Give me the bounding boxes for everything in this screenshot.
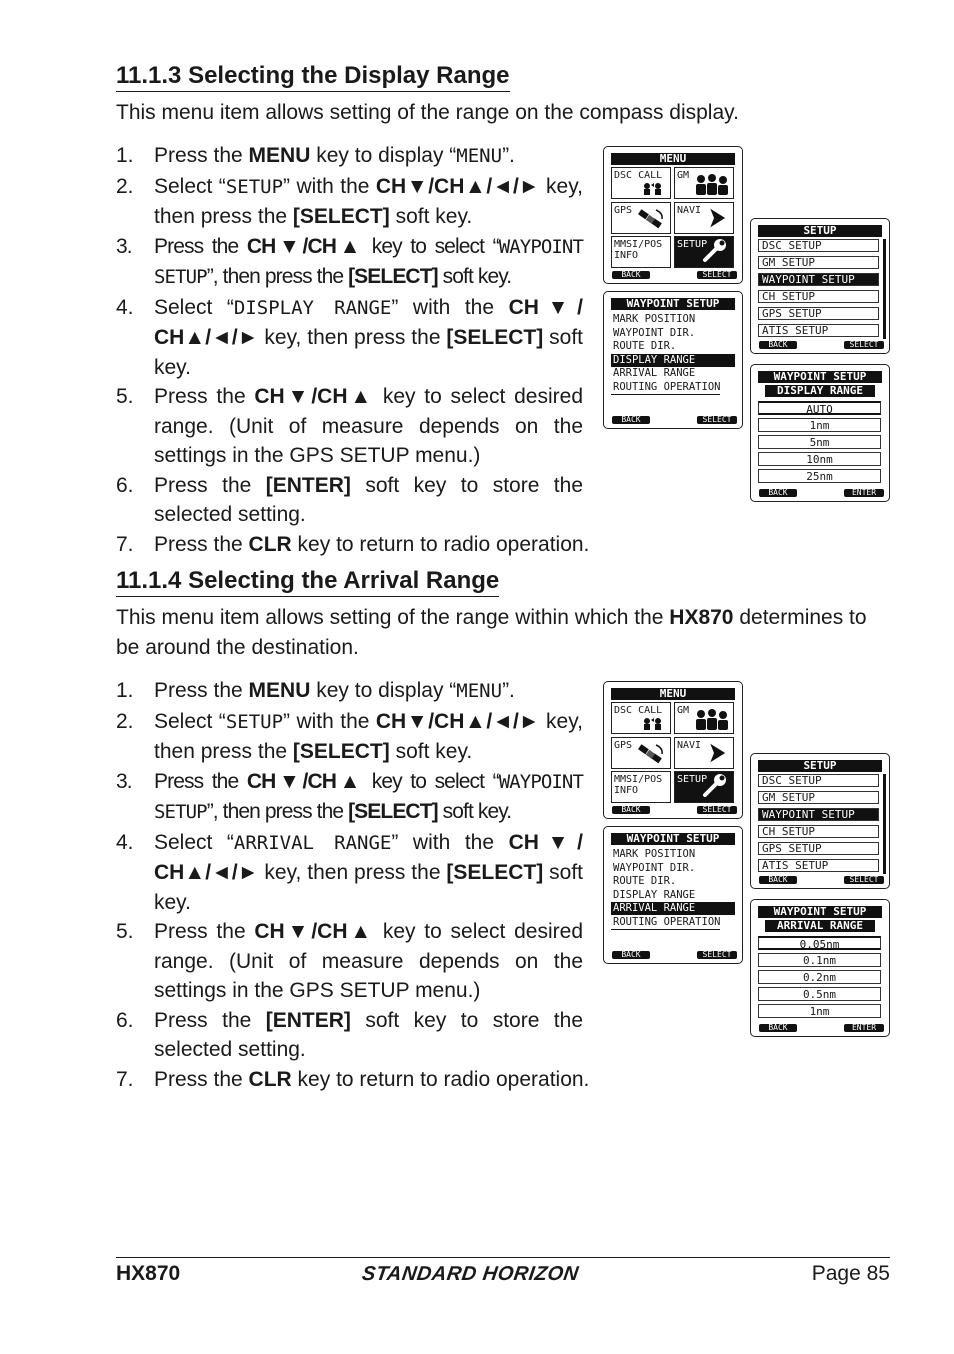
- menu-item-text: SETUP: [225, 710, 284, 733]
- step-number: 5.: [116, 920, 134, 943]
- step-text: ” with the: [283, 709, 376, 733]
- waypoint-item: WAYPOINT DIR.: [613, 326, 696, 339]
- bold-key-text: CH▼/ CH▲/◄/►: [154, 295, 583, 349]
- setup-item: WAYPOINT SETUP: [758, 808, 879, 821]
- waypoint-setup-screen: [603, 291, 743, 429]
- setup-screen-title: SETUP: [758, 225, 882, 237]
- step-number: 4.: [116, 295, 134, 319]
- step-text: soft key to store the selected setting.: [154, 473, 584, 526]
- step-number: 6.: [116, 1008, 134, 1032]
- bold-key-text: [ENTER]: [265, 1008, 351, 1032]
- menu-tile-label: DSC CALL: [614, 170, 663, 181]
- setup-screen: [750, 753, 890, 889]
- bold-key-text: MENU: [248, 144, 311, 167]
- setup-item: DSC SETUP: [758, 774, 879, 787]
- range-screen-title: WAYPOINT SETUP: [758, 906, 882, 918]
- bold-key-text: [SELECT]: [292, 205, 390, 228]
- setup-screen: [750, 218, 890, 354]
- steps-list-display-range: [116, 141, 590, 559]
- step-text: Press the: [154, 1067, 249, 1091]
- select-softkey: SELECT: [697, 806, 737, 814]
- enter-softkey: ENTER: [844, 489, 884, 497]
- waypoint-item: DISPLAY RANGE: [613, 888, 696, 901]
- range-screen-subtitle: DISPLAY RANGE: [765, 385, 875, 397]
- waypoint-item: ARRIVAL RANGE: [613, 367, 696, 379]
- step-item: [116, 172, 583, 232]
- step-text: soft key.: [437, 265, 512, 288]
- menu-item-text: ARRIVAL RANGE: [233, 831, 392, 854]
- bold-key-text: [SELECT]: [446, 326, 544, 349]
- step-number: 3.: [116, 234, 132, 258]
- setup-item: GM SETUP: [758, 256, 879, 269]
- setup-item: CH SETUP: [758, 825, 879, 838]
- menu-tile-label: GPS: [614, 740, 633, 751]
- bold-key-text: CH▼/ CH▲/◄/►: [154, 830, 583, 884]
- step-number: 1.: [116, 144, 134, 167]
- menu-tile-label: MMSI/POS INFO: [614, 774, 663, 796]
- menu-tile-label: MMSI/POS INFO: [614, 239, 663, 261]
- menu-item-text: MENU: [456, 680, 503, 702]
- section-intro-arrival-range: [116, 603, 892, 663]
- step-text: ” with the: [391, 295, 509, 319]
- bold-key-text: [ENTER]: [265, 473, 351, 497]
- setup-item: ATIS SETUP: [758, 859, 879, 872]
- step-text: ”.: [502, 144, 515, 167]
- menu-tile-dsc-call: [611, 167, 671, 199]
- scrollbar: [883, 239, 886, 339]
- step-item: [116, 676, 583, 707]
- bold-key-text: [SELECT]: [446, 861, 544, 884]
- step-text: Press the: [154, 532, 249, 556]
- range-option: 25nm: [758, 469, 881, 483]
- menu-tile-navi: [674, 737, 734, 769]
- menu-item-text: WAYPOINT SETUP: [154, 235, 584, 288]
- waypoint-item: MARK POSITION: [613, 313, 696, 325]
- menu-tile-label: SETUP: [677, 774, 708, 785]
- step-item: [116, 767, 583, 828]
- bold-key-text: MENU: [248, 679, 311, 702]
- range-option: 1nm: [758, 1004, 881, 1018]
- menu-tile-setup: [674, 236, 734, 268]
- select-softkey: SELECT: [697, 271, 737, 279]
- setup-item: GPS SETUP: [758, 842, 879, 855]
- section-intro-display-range: This menu item allows setting of the range on the compass display.: [116, 101, 739, 124]
- waypoint-item: MARK POSITION: [613, 848, 696, 860]
- step-text: Press the: [154, 769, 247, 793]
- bold-key-text: CH▼/CH▲/◄/►: [375, 174, 540, 198]
- menu-item-text: WAYPOINT SETUP: [154, 770, 584, 823]
- select-softkey: SELECT: [697, 951, 737, 959]
- step-text: Press the: [154, 1008, 266, 1032]
- menu-tile-mmsi-pos-info: [611, 771, 671, 803]
- waypoint-screen-title: WAYPOINT SETUP: [611, 298, 735, 310]
- step-number: 5.: [116, 385, 134, 408]
- section-heading-display-range: 11.1.3 Selecting the Display Range: [116, 63, 510, 92]
- step-item: [116, 828, 583, 918]
- range-option: 0.2nm: [758, 970, 881, 984]
- range-option: 0.05nm: [758, 936, 881, 950]
- setup-item: GM SETUP: [758, 791, 879, 804]
- back-softkey: BACK: [612, 416, 650, 424]
- range-option: 0.1nm: [758, 953, 881, 967]
- menu-tile-mmsi-pos-info: [611, 236, 671, 268]
- step-text: This menu item allows setting of the range within which the: [116, 606, 670, 629]
- step-text: Press the: [154, 234, 247, 258]
- waypoint-item: ROUTING OPERATION: [613, 915, 721, 928]
- step-text: soft key.: [437, 800, 512, 823]
- step-number: 4.: [116, 830, 134, 854]
- step-number: 7.: [116, 1067, 134, 1091]
- select-softkey: SELECT: [844, 876, 884, 884]
- select-softkey: SELECT: [697, 416, 737, 424]
- setup-item: CH SETUP: [758, 290, 879, 303]
- step-text: Select “: [154, 830, 234, 854]
- back-softkey: BACK: [759, 876, 797, 884]
- select-softkey: SELECT: [844, 341, 884, 349]
- back-softkey: BACK: [612, 271, 650, 279]
- setup-item: WAYPOINT SETUP: [758, 273, 879, 286]
- setup-item: ATIS SETUP: [758, 324, 879, 337]
- range-screen-subtitle: ARRIVAL RANGE: [765, 920, 875, 932]
- section-heading-arrival-range: 11.1.4 Selecting the Arrival Range: [116, 568, 499, 597]
- menu-tile-label: GPS: [614, 205, 633, 216]
- footer-page-number: Page 85: [811, 1262, 890, 1285]
- step-text: Press the: [154, 920, 255, 943]
- menu-screen: [603, 681, 743, 819]
- step-text: key to select “: [363, 234, 499, 258]
- step-text: ” with the: [391, 830, 509, 854]
- step-text: key, then press the: [258, 861, 447, 884]
- step-item: [116, 530, 754, 560]
- step-text: Select “: [154, 174, 226, 198]
- waypoint-item: ROUTE DIR.: [613, 340, 677, 352]
- waypoint-setup-screen: [603, 826, 743, 964]
- step-text: key to display “: [310, 144, 457, 167]
- menu-tile-label: NAVI: [677, 205, 702, 216]
- step-text: soft key.: [154, 861, 583, 914]
- setup-item: DSC SETUP: [758, 239, 879, 252]
- menu-tile-label: NAVI: [677, 740, 702, 751]
- menu-item-text: SETUP: [225, 175, 284, 198]
- step-text: ”, then press the: [206, 265, 349, 288]
- step-text: key to display “: [310, 679, 457, 702]
- bold-key-text: CLR: [248, 532, 292, 556]
- setup-item: GPS SETUP: [758, 307, 879, 320]
- step-text: key, then press the: [154, 709, 584, 763]
- back-softkey: BACK: [612, 806, 650, 814]
- range-option: 10nm: [758, 452, 881, 466]
- menu-tile-gps: [611, 202, 671, 234]
- bold-key-text: CH▼/CH▲/◄/►: [375, 709, 540, 733]
- menu-screen-title: MENU: [611, 688, 735, 700]
- waypoint-item: ARRIVAL RANGE: [611, 902, 735, 915]
- back-softkey: BACK: [612, 951, 650, 959]
- range-option: 1nm: [758, 418, 881, 432]
- step-item: [116, 917, 583, 1006]
- menu-screen: [603, 146, 743, 284]
- menu-tile-label: DSC CALL: [614, 705, 663, 716]
- step-text: soft key.: [389, 740, 473, 763]
- range-screen-title: WAYPOINT SETUP: [758, 371, 882, 383]
- step-item: [116, 471, 583, 530]
- waypoint-screen-title: WAYPOINT SETUP: [611, 833, 735, 845]
- menu-item-text: DISPLAY RANGE: [233, 296, 392, 319]
- bold-key-text: [SELECT]: [292, 740, 390, 763]
- step-text: Select “: [154, 709, 226, 733]
- step-text: key to select desired range. (Unit of measure depends on the settings in the GPS SETUP menu.): [154, 385, 584, 467]
- footer-divider: [116, 1257, 890, 1258]
- menu-tile-navi: [674, 202, 734, 234]
- step-item: [116, 1065, 754, 1095]
- step-number: 6.: [116, 473, 134, 497]
- step-text: soft key.: [154, 326, 583, 379]
- step-text: determines to be around the destination.: [116, 606, 867, 659]
- step-text: ”, then press the: [206, 800, 349, 823]
- range-screen: [750, 899, 890, 1037]
- scrollbar: [883, 774, 886, 874]
- menu-tile-dsc-call: [611, 702, 671, 734]
- back-softkey: BACK: [759, 489, 797, 497]
- menu-tile-gps: [611, 737, 671, 769]
- step-number: 1.: [116, 679, 134, 702]
- step-number: 7.: [116, 532, 134, 556]
- step-text: key, then press the: [258, 326, 447, 349]
- step-item: [116, 1006, 583, 1065]
- bold-key-text: CH▼/CH▲: [246, 234, 364, 258]
- range-option: 5nm: [758, 435, 881, 449]
- menu-tile-label: GM: [677, 705, 690, 716]
- setup-screen-title: SETUP: [758, 760, 882, 772]
- bold-key-text: CH▼/CH▲: [254, 385, 375, 408]
- menu-screen-title: MENU: [611, 153, 735, 165]
- step-item: [116, 232, 583, 293]
- bold-key-text: [SELECT]: [348, 265, 438, 288]
- step-number: 3.: [116, 769, 132, 793]
- range-screen: [750, 364, 890, 502]
- step-item: [116, 707, 583, 767]
- bold-key-text: CH▼/CH▲: [246, 769, 364, 793]
- step-number: 2.: [116, 174, 134, 198]
- menu-tile-gm: [674, 167, 734, 199]
- waypoint-item: DISPLAY RANGE: [611, 354, 735, 367]
- brand-logo: STANDARD HORIZON: [360, 1263, 581, 1285]
- step-item: [116, 293, 583, 383]
- range-option: 0.5nm: [758, 987, 881, 1001]
- step-item: [116, 382, 583, 471]
- step-text: key to select “: [363, 769, 499, 793]
- step-text: soft key.: [389, 205, 473, 228]
- step-text: Press the: [154, 473, 266, 497]
- waypoint-item: WAYPOINT DIR.: [613, 861, 696, 874]
- footer-model: HX870: [116, 1262, 181, 1285]
- step-text: Press the: [154, 144, 249, 167]
- step-item: [116, 141, 583, 172]
- range-option: AUTO: [758, 401, 881, 415]
- step-text: soft key to store the selected setting.: [154, 1008, 584, 1061]
- menu-tile-gm: [674, 702, 734, 734]
- step-text: key to return to radio operation.: [291, 1067, 590, 1091]
- step-text: key to select desired range. (Unit of measure depends on the settings in the GPS SETUP menu.): [154, 920, 584, 1002]
- menu-tile-setup: [674, 771, 734, 803]
- step-number: 2.: [116, 709, 134, 733]
- step-text: Select “: [154, 295, 234, 319]
- menu-tile-label: GM: [677, 170, 690, 181]
- back-softkey: BACK: [759, 1024, 797, 1032]
- bold-key-text: CH▼/CH▲: [254, 920, 375, 943]
- step-text: key, then press the: [154, 174, 584, 228]
- bold-key-text: HX870: [669, 606, 734, 629]
- steps-list-arrival-range: [116, 676, 590, 1094]
- menu-item-text: MENU: [456, 145, 503, 167]
- step-text: ” with the: [283, 174, 376, 198]
- step-text: ”.: [502, 679, 515, 702]
- menu-tile-label: SETUP: [677, 239, 708, 250]
- enter-softkey: ENTER: [844, 1024, 884, 1032]
- step-text: Press the: [154, 679, 249, 702]
- step-text: key to return to radio operation.: [291, 532, 590, 556]
- back-softkey: BACK: [759, 341, 797, 349]
- waypoint-item: ROUTE DIR.: [613, 875, 677, 887]
- step-text: Press the: [154, 385, 255, 408]
- bold-key-text: CLR: [248, 1067, 292, 1091]
- waypoint-item: ROUTING OPERATION: [613, 380, 721, 393]
- bold-key-text: [SELECT]: [348, 800, 438, 823]
